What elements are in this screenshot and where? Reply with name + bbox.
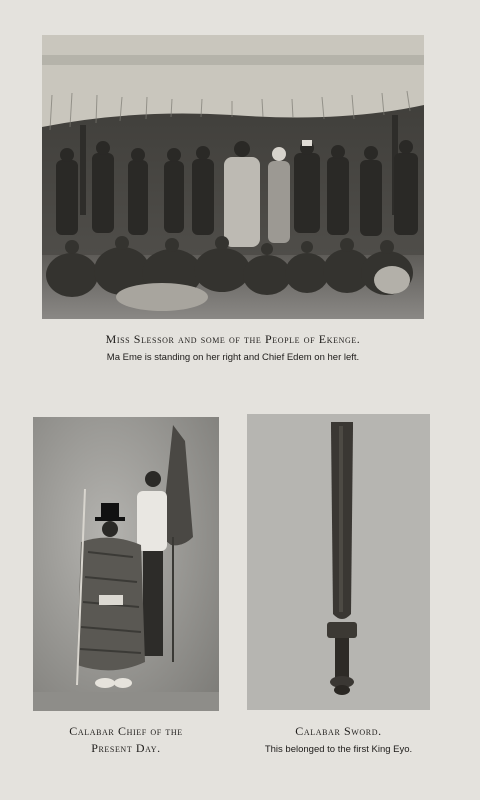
right-plate-subtitle: This belonged to the first King Eyo. xyxy=(264,744,413,755)
group-photo-illustration xyxy=(42,35,424,319)
group-photograph xyxy=(42,35,424,319)
chief-photo-illustration xyxy=(33,417,219,711)
left-plate-title-line2: Present Day. xyxy=(91,741,161,755)
top-plate-title: Miss Slessor and some of the People of Ekenge. xyxy=(105,332,361,346)
top-plate-subtitle: Ma Eme is standing on her right and Chief Edem on her left. xyxy=(106,352,360,363)
left-plate-title-line1: Calabar Chief of the xyxy=(69,724,183,738)
chief-photograph xyxy=(33,417,219,711)
sword-photograph xyxy=(247,414,430,710)
right-plate-title: Calabar Sword. xyxy=(295,724,382,738)
sword-photo-illustration xyxy=(247,414,430,710)
